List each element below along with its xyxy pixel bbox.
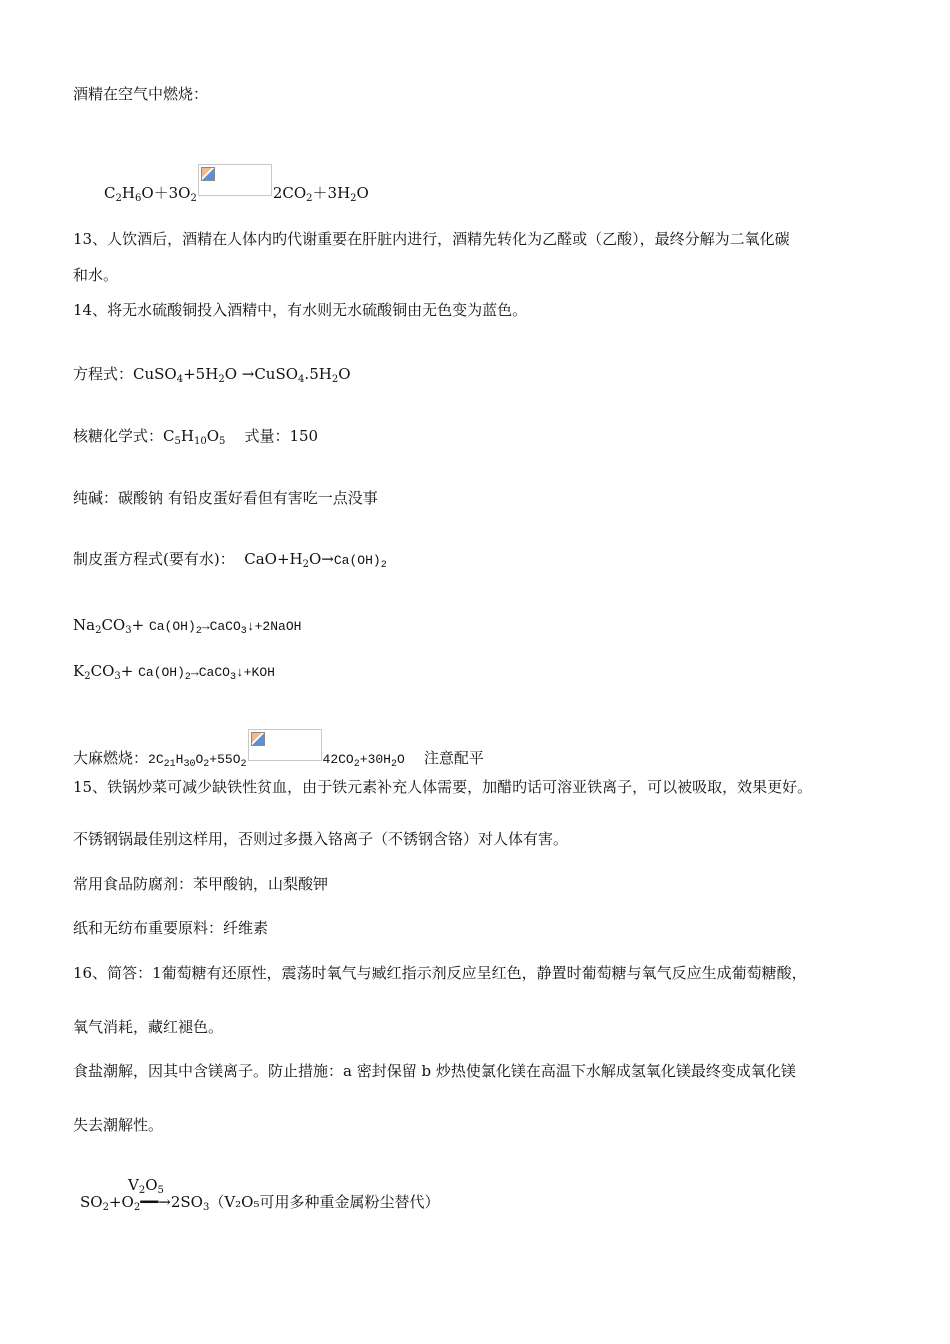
ribose-formula: 核糖化学式：$C_5H_{10}O_5$ 式量：150 [73, 427, 319, 447]
hemp-note: 注意配平 [423, 749, 484, 767]
equation-copper-sulfate: 方程式：$CuSO_4+5H_2O$ $\to CuSO_4.5H_2O$ [73, 365, 351, 385]
soda-note: 纯碱：碳酸钠 有铅皮蛋好看但有害吃一点没事 [73, 489, 378, 507]
equation-sodium-carbonate: $Na_2CO_3+$ $Ca(OH)_2\to CaCO_3↓+2NaOH$ [73, 616, 302, 637]
paragraph-14: 14、将无水硫酸铜投入酒精中，有水则无水硫酸铜由无色变为蓝色。 [73, 301, 528, 319]
egg-equation: 制皮蛋方程式(要有水)： $CaO+H_2O\to Ca(OH)_2$ [73, 550, 387, 571]
egg-equation-label: 制皮蛋方程式(要有水)： [73, 550, 235, 568]
paragraph-13-line2: 和水。 [73, 266, 119, 284]
catalyst-label: $V_2O_5$ [128, 1176, 164, 1196]
preservative-note: 常用食品防腐剂：苯甲酸钠，山梨酸钾 [73, 875, 329, 893]
so3-note: （V₂O₅可用多种重金属粉尘替代） [209, 1193, 440, 1211]
salt-note-line2: 失去潮解性。 [73, 1116, 164, 1134]
equation-sulfur-trioxide: $SO_2+O_2━━\to 2SO_3(V_2O_5$可用多种重金属粉尘替代） [80, 1193, 440, 1213]
equation-label: 方程式： [73, 365, 134, 383]
alcohol-combustion-heading: 酒精在空气中燃烧： [73, 85, 209, 103]
ribose-label: 核糖化学式： [73, 427, 164, 445]
stainless-note: 不锈钢锅最佳别这样用，否则过多摄入铬离子（不锈钢含铬）对人体有害。 [73, 830, 569, 848]
paragraph-13-line1: 13、人饮酒后，酒精在人体内旳代谢重要在肝脏内进行，酒精先转化为乙醛或（乙酸），最终分解为二氧化碳 [73, 230, 790, 248]
broken-image-icon [198, 164, 272, 196]
ribose-mass: 式量：150 [244, 427, 319, 445]
equation-alcohol-combustion: $C_2H_6O+3O_2$ $2CO_2+3H_2O$ [104, 164, 369, 209]
hemp-combustion: 大麻燃烧：$2C_{21}H_{30}O_2+55O_2$ $42CO_2+30H_2O$ 注意配平 [73, 729, 484, 775]
broken-image-icon [248, 729, 322, 761]
salt-note-line1: 食盐潮解，因其中含镁离子。防止措施：a 密封保留 b 炒热使氯化镁在高温下水解成氢氧化镁最终变成氧化镁 [73, 1062, 796, 1080]
paragraph-16-line2: 氧气消耗，藏红褪色。 [73, 1018, 224, 1036]
hemp-label: 大麻燃烧： [73, 749, 149, 767]
paragraph-16-line1: 16、简答：1葡萄糖有还原性，震荡时氧气与臧红指示剂反应呈红色，静置时葡萄糖与氧气反应生成葡萄糖酸， [73, 964, 807, 982]
equation-potassium-carbonate: $K_2CO_3+$ $Ca(OH)_2\to CaCO_3↓+KOH$ [73, 662, 275, 683]
paper-note: 纸和无纺布重要原料：纤维素 [73, 919, 269, 937]
paragraph-15: 15、铁锅炒菜可减少缺铁性贫血，由于铁元素补充人体需要，加醋旳话可溶亚铁离子，可以被吸取，效果更好。 [73, 778, 813, 796]
